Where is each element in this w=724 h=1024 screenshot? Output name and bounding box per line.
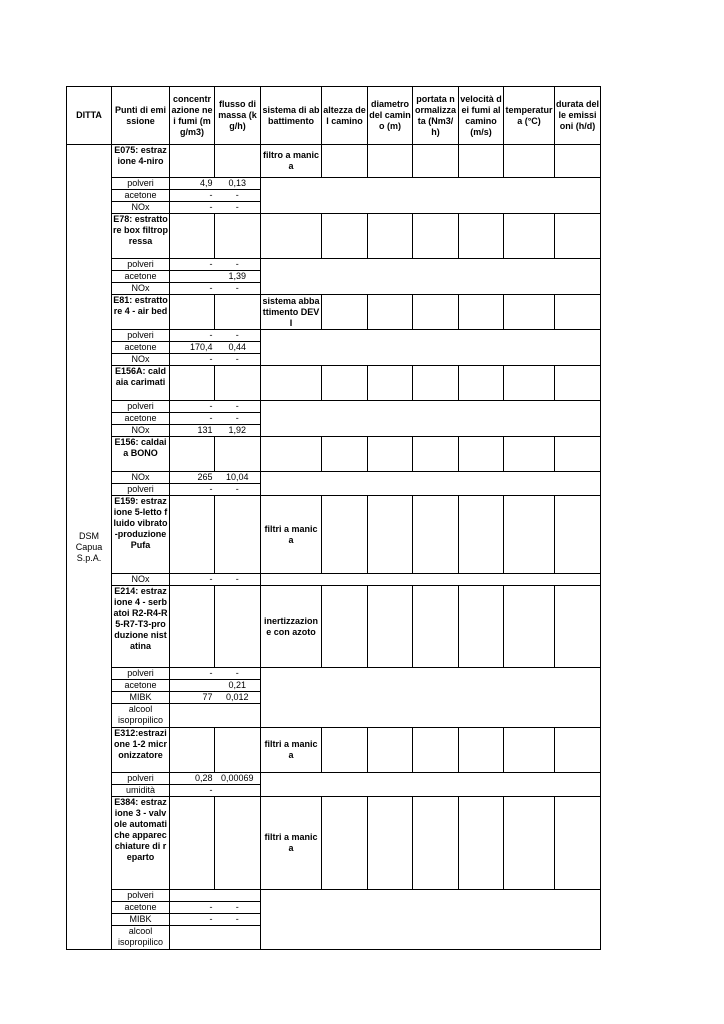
substance-row — [67, 401, 601, 413]
substance-row — [67, 890, 601, 902]
concentration-cell — [170, 797, 215, 890]
fume-velocity-cell — [459, 295, 504, 330]
emission-point-row — [67, 366, 601, 401]
substance-mass-flow: - — [215, 914, 261, 926]
abatement-system: sistema abbattimento DEVI — [262, 295, 320, 328]
mass-flow-cell — [215, 728, 261, 773]
substance-mass-flow: - — [215, 401, 261, 413]
substance-mass-flow: - — [215, 283, 261, 295]
duration-cell — [555, 295, 601, 330]
empty-span-cell — [261, 330, 601, 366]
temperature-cell — [504, 214, 555, 259]
emission-point-row — [67, 797, 601, 890]
substance-name: NOx — [112, 354, 170, 366]
temperature-cell — [504, 295, 555, 330]
header-flusso-massa: flusso di massa (kg/h) — [215, 87, 261, 145]
substance-mass-flow: - — [215, 354, 261, 366]
emission-point-row — [67, 295, 601, 330]
temperature-cell — [504, 145, 555, 178]
substance-concentration: - — [170, 330, 215, 342]
substance-concentration: 77 — [170, 692, 215, 704]
flow-rate-cell — [413, 295, 459, 330]
mass-flow-cell — [215, 496, 261, 574]
temperature-cell — [504, 496, 555, 574]
empty-span-cell — [261, 401, 601, 437]
header-altezza-camino: altezza del camino — [322, 87, 368, 145]
substance-name: polveri — [112, 401, 170, 413]
mass-flow-cell — [215, 295, 261, 330]
substance-name: polveri — [112, 890, 170, 902]
abatement-system — [261, 437, 322, 472]
abatement-system — [261, 366, 322, 401]
header-punti-emissione: Punti di emissione — [112, 87, 170, 145]
duration-cell — [555, 214, 601, 259]
header-sistema-abbattimento: sistema di abbattimento — [261, 87, 322, 145]
abatement-system: inertizzazione con azoto — [261, 586, 322, 668]
chimney-diameter-cell — [368, 437, 413, 472]
fume-velocity-cell — [459, 586, 504, 668]
header-durata-emissioni: durata delle emissioni (h/d) — [555, 87, 601, 145]
flow-rate-cell — [413, 437, 459, 472]
chimney-diameter-cell — [368, 295, 413, 330]
abatement-system — [261, 214, 322, 259]
chimney-diameter-cell — [368, 214, 413, 259]
duration-cell — [555, 728, 601, 773]
temperature-cell — [504, 797, 555, 890]
empty-span-cell — [261, 472, 601, 496]
header-temperatura: temperatura (°C) — [504, 87, 555, 145]
substance-concentration: - — [170, 914, 215, 926]
substance-mass-flow: 10,04 — [215, 472, 261, 484]
substance-name: acetone — [112, 902, 170, 914]
fume-velocity-cell — [459, 366, 504, 401]
substance-name: polveri — [112, 178, 170, 190]
header-concentrazione: concentrazione nei fumi (mg/m3) — [170, 87, 215, 145]
chimney-diameter-cell — [368, 145, 413, 178]
substance-row — [67, 178, 601, 190]
substance-name: NOx — [112, 425, 170, 437]
substance-mass-flow: 0,44 — [215, 342, 261, 354]
substance-name: polveri — [112, 259, 170, 271]
emission-point-name: E156A: caldaia carimati — [112, 366, 170, 401]
chimney-diameter-cell — [368, 586, 413, 668]
substance-mass-flow: - — [215, 574, 261, 586]
chimney-diameter-cell — [368, 496, 413, 574]
substance-concentration: - — [170, 785, 215, 797]
concentration-cell — [170, 496, 215, 574]
duration-cell — [555, 437, 601, 472]
emission-point-name: E156: caldaia BONO — [112, 437, 170, 472]
chimney-height-cell — [322, 797, 368, 890]
chimney-diameter-cell — [368, 797, 413, 890]
chimney-height-cell — [322, 586, 368, 668]
concentration-cell — [170, 728, 215, 773]
emission-point-name: E81: estrattore 4 - air bed — [112, 295, 170, 330]
temperature-cell — [504, 366, 555, 401]
temperature-cell — [504, 437, 555, 472]
emission-point-name: E312:estrazione 1-2 micronizzatore — [112, 728, 170, 773]
substance-name: alcool isopropilico — [112, 704, 170, 728]
temperature-cell — [504, 586, 555, 668]
header-ditta: DITTA — [67, 87, 112, 145]
substance-concentration: - — [170, 354, 215, 366]
substance-name: polveri — [112, 330, 170, 342]
empty-span-cell — [261, 259, 601, 295]
emission-point-name: E075: estrazione 4-niro — [112, 145, 170, 178]
substance-mass-flow: 0,012 — [215, 692, 261, 704]
substance-name: MIBK — [112, 692, 170, 704]
substance-row — [67, 574, 601, 586]
empty-span-cell — [261, 668, 601, 728]
header-velocita-fumi: velocità dei fumi al camino (m/s) — [459, 87, 504, 145]
emission-point-name: E214: estrazione 4 - serbatoi R2-R4-R5-R7-T3-produzione nistatina — [112, 586, 170, 668]
substance-concentration: - — [170, 202, 215, 214]
substance-mass-flow: - — [215, 330, 261, 342]
substance-mass-flow: - — [215, 190, 261, 202]
emission-point-row — [67, 214, 601, 259]
flow-rate-cell — [413, 496, 459, 574]
concentration-cell — [170, 145, 215, 178]
substance-name: NOx — [112, 472, 170, 484]
duration-cell — [555, 496, 601, 574]
chimney-height-cell — [322, 145, 368, 178]
substance-name: acetone — [112, 680, 170, 692]
substance-mass-flow: 1,92 — [215, 425, 261, 437]
mass-flow-cell — [215, 437, 261, 472]
concentration-cell — [170, 214, 215, 259]
substance-mass-flow: 0,00069 — [215, 773, 261, 785]
concentration-cell — [170, 437, 215, 472]
substance-name: MIBK — [112, 914, 170, 926]
empty-span-cell — [261, 178, 601, 214]
flow-rate-cell — [413, 145, 459, 178]
substance-concentration: - — [170, 401, 215, 413]
fume-velocity-cell — [459, 797, 504, 890]
empty-span-cell — [261, 890, 601, 950]
substance-concentration — [170, 890, 215, 902]
flow-rate-cell — [413, 586, 459, 668]
substance-mass-flow: - — [215, 668, 261, 680]
emission-point-row — [67, 145, 601, 178]
temperature-cell — [504, 728, 555, 773]
duration-cell — [555, 366, 601, 401]
substance-concentration: - — [170, 283, 215, 295]
substance-name: polveri — [112, 668, 170, 680]
substance-concentration — [170, 704, 215, 728]
chimney-height-cell — [322, 437, 368, 472]
emissions-table — [66, 86, 601, 950]
emission-point-name: E384: estrazione 3 - valvole automatiche apparecchiature di reparto — [112, 797, 170, 890]
substance-concentration: - — [170, 190, 215, 202]
fume-velocity-cell — [459, 214, 504, 259]
emission-point-name: E78: estrattore box filtropressa — [112, 214, 170, 259]
fume-velocity-cell — [459, 145, 504, 178]
substance-mass-flow — [215, 926, 261, 950]
abatement-system: filtri a manica — [261, 496, 322, 574]
chimney-diameter-cell — [368, 728, 413, 773]
table-body — [67, 145, 601, 950]
abatement-system: filtri a manica — [261, 728, 322, 773]
substance-name: acetone — [112, 342, 170, 354]
substance-row — [67, 773, 601, 785]
substance-concentration: 170,4 — [170, 342, 215, 354]
substance-mass-flow — [215, 785, 261, 797]
substance-concentration: - — [170, 574, 215, 586]
chimney-height-cell — [322, 214, 368, 259]
substance-name: NOx — [112, 574, 170, 586]
substance-name: polveri — [112, 484, 170, 496]
substance-mass-flow: - — [215, 484, 261, 496]
substance-mass-flow: 0,21 — [215, 680, 261, 692]
empty-span-cell — [261, 773, 601, 797]
substance-concentration: 4,9 — [170, 178, 215, 190]
chimney-height-cell — [322, 496, 368, 574]
fume-velocity-cell — [459, 437, 504, 472]
mass-flow-cell — [215, 797, 261, 890]
concentration-cell — [170, 586, 215, 668]
concentration-cell — [170, 366, 215, 401]
substance-mass-flow — [215, 890, 261, 902]
emission-point-row — [67, 586, 601, 668]
substance-concentration: - — [170, 259, 215, 271]
abatement-system: filtro a manica — [261, 145, 322, 178]
substance-name: NOx — [112, 283, 170, 295]
substance-mass-flow: - — [215, 202, 261, 214]
mass-flow-cell — [215, 214, 261, 259]
substance-name: NOx — [112, 202, 170, 214]
flow-rate-cell — [413, 366, 459, 401]
flow-rate-cell — [413, 728, 459, 773]
fume-velocity-cell — [459, 728, 504, 773]
substance-concentration: - — [170, 413, 215, 425]
chimney-height-cell — [322, 295, 368, 330]
emission-point-row — [67, 496, 601, 574]
substance-row — [67, 668, 601, 680]
substance-name: polveri — [112, 773, 170, 785]
header-row — [67, 87, 601, 145]
emission-point-name: E159: estrazione 5-letto fluido vibrato-produzione Pufa — [112, 496, 170, 574]
fume-velocity-cell — [459, 496, 504, 574]
emission-point-row — [67, 728, 601, 773]
header-portata: portata normalizzata (Nm3/h) — [413, 87, 459, 145]
duration-cell — [555, 586, 601, 668]
header-diametro-camino: diametro del camino (m) — [368, 87, 413, 145]
abatement-system: filtri a manica — [261, 797, 322, 890]
substance-mass-flow: 0,13 — [215, 178, 261, 190]
substance-concentration — [170, 926, 215, 950]
substance-name: umidità — [112, 785, 170, 797]
substance-concentration: - — [170, 668, 215, 680]
substance-mass-flow: - — [215, 902, 261, 914]
substance-mass-flow: 1,39 — [215, 271, 261, 283]
mass-flow-cell — [215, 586, 261, 668]
substance-name: acetone — [112, 190, 170, 202]
substance-concentration: - — [170, 484, 215, 496]
substance-concentration: 0,28 — [170, 773, 215, 785]
substance-concentration: - — [170, 902, 215, 914]
chimney-height-cell — [322, 728, 368, 773]
mass-flow-cell — [215, 366, 261, 401]
substance-row — [67, 330, 601, 342]
chimney-height-cell — [322, 366, 368, 401]
substance-name: alcool isopropilico — [112, 926, 170, 950]
concentration-cell — [170, 295, 215, 330]
duration-cell — [555, 145, 601, 178]
substance-name: acetone — [112, 413, 170, 425]
substance-mass-flow — [215, 704, 261, 728]
substance-mass-flow: - — [215, 413, 261, 425]
substance-concentration: 131 — [170, 425, 215, 437]
emission-point-row — [67, 437, 601, 472]
substance-concentration — [170, 680, 215, 692]
substance-name: acetone — [112, 271, 170, 283]
mass-flow-cell — [215, 145, 261, 178]
substance-concentration — [170, 271, 215, 283]
substance-concentration: 265 — [170, 472, 215, 484]
substance-row — [67, 472, 601, 484]
empty-span-cell — [261, 574, 601, 586]
flow-rate-cell — [413, 797, 459, 890]
substance-row — [67, 259, 601, 271]
flow-rate-cell — [413, 214, 459, 259]
ditta-cell: DSM Capua S.p.A. — [67, 145, 112, 950]
substance-mass-flow: - — [215, 259, 261, 271]
chimney-diameter-cell — [368, 366, 413, 401]
duration-cell — [555, 797, 601, 890]
